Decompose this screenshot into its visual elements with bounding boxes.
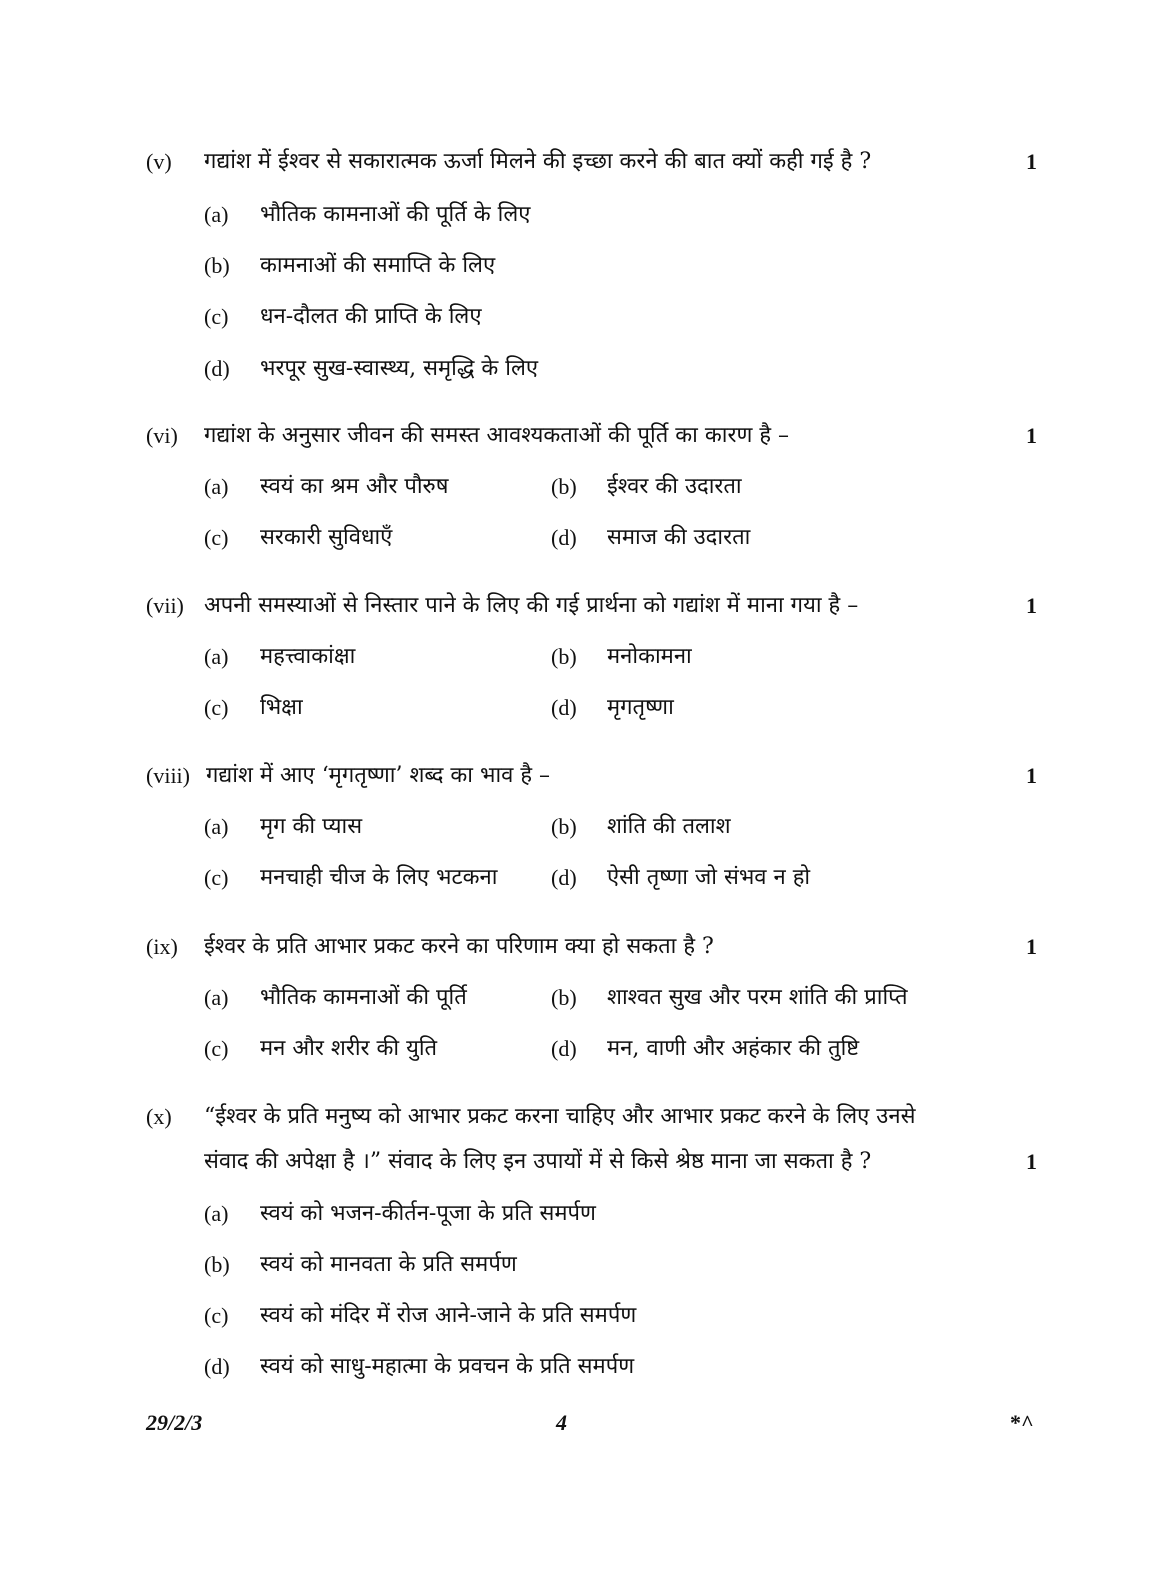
- question-line-2: [0, 1142, 1152, 1182]
- option-label: (c): [204, 525, 229, 550]
- option-text: भौतिक कामनाओं की पूर्ति के लिए: [260, 202, 531, 227]
- paper-code: 29/2/3: [146, 1410, 203, 1435]
- option-text: स्वयं को मंदिर में रोज आने-जाने के प्रति समर्पण: [260, 1303, 637, 1328]
- option-label: (a): [204, 814, 229, 839]
- option-text: ऐसी तृष्णा जो संभव न हो: [607, 865, 811, 890]
- question-text: गद्यांश में आए ‘मृगतृष्णा’ शब्द का भाव है –: [206, 763, 551, 788]
- option-text: महत्त्वाकांक्षा: [260, 644, 356, 669]
- question-line: [0, 586, 1152, 626]
- question-text: गद्यांश के अनुसार जीवन की समस्त आवश्यकताओं की पूर्ति का कारण है –: [204, 423, 790, 448]
- question-line: [0, 416, 1152, 456]
- option-label: (a): [204, 474, 229, 499]
- question-line: [0, 756, 1152, 796]
- question-marks: 1: [1026, 1149, 1037, 1174]
- question-line: [0, 1097, 1152, 1137]
- question-number: (x): [146, 1104, 172, 1129]
- option-label: (b): [551, 474, 577, 499]
- option-label: (b): [551, 644, 577, 669]
- question-number: (ix): [146, 934, 178, 959]
- option-label: (b): [204, 1252, 230, 1277]
- question-number: (vii): [146, 593, 184, 618]
- option-text: मनचाही चीज के लिए भटकना: [260, 865, 498, 890]
- option-text: भरपूर सुख-स्वास्थ्य, समृद्धि के लिए: [260, 356, 539, 381]
- option-label: (a): [204, 644, 229, 669]
- option-text: मृगतृष्णा: [607, 695, 674, 720]
- option-label: (c): [204, 1036, 229, 1061]
- option-text: सरकारी सुविधाएँ: [260, 525, 393, 550]
- option-text: भिक्षा: [260, 695, 303, 720]
- option-text: शाश्वत सुख और परम शांति की प्राप्ति: [607, 985, 908, 1010]
- option-label: (d): [204, 356, 230, 381]
- question-number: (v): [146, 149, 172, 174]
- option-text: कामनाओं की समाप्ति के लिए: [260, 253, 496, 278]
- option-text: समाज की उदारता: [607, 525, 751, 550]
- option-label: (c): [204, 865, 229, 890]
- option-label: (a): [204, 202, 229, 227]
- option-text: मन और शरीर की युति: [260, 1036, 438, 1061]
- option-label: (d): [551, 865, 577, 890]
- question-text: अपनी समस्याओं से निस्तार पाने के लिए की गई प्रार्थना को गद्यांश में माना गया है –: [204, 593, 859, 618]
- question-text-line-2: संवाद की अपेक्षा है ।” संवाद के लिए इन उपायों में से किसे श्रेष्ठ माना जा सकता है ?: [204, 1149, 872, 1174]
- option-text: शांति की तलाश: [607, 814, 731, 839]
- option-text: मृग की प्यास: [260, 814, 363, 839]
- question-number: (viii): [146, 763, 190, 788]
- option-label: (d): [204, 1354, 230, 1379]
- option-text: ईश्वर की उदारता: [607, 474, 742, 499]
- option-label: (c): [204, 1303, 229, 1328]
- option-label: (b): [204, 253, 230, 278]
- option-text: स्वयं को भजन-कीर्तन-पूजा के प्रति समर्पण: [260, 1201, 596, 1226]
- option-label: (c): [204, 695, 229, 720]
- question-marks: 1: [1026, 423, 1037, 448]
- page-number: 4: [556, 1410, 567, 1435]
- question-marks: 1: [1026, 593, 1037, 618]
- option-label: (b): [551, 814, 577, 839]
- option-label: (d): [551, 1036, 577, 1061]
- question-line: [0, 927, 1152, 967]
- option-text: स्वयं का श्रम और पौरुष: [260, 474, 449, 499]
- option-text: भौतिक कामनाओं की पूर्ति: [260, 985, 467, 1010]
- question-marks: 1: [1026, 149, 1037, 174]
- option-text: मनोकामना: [607, 644, 692, 669]
- question-text-line-1: “ईश्वर के प्रति मनुष्य को आभार प्रकट करना चाहिए और आभार प्रकट करने के लिए उनसे: [204, 1104, 916, 1129]
- option-text: धन-दौलत की प्राप्ति के लिए: [260, 304, 482, 329]
- option-label: (a): [204, 985, 229, 1010]
- question-marks: 1: [1026, 763, 1037, 788]
- question-text: गद्यांश में ईश्वर से सकारात्मक ऊर्जा मिलने की इच्छा करने की बात क्यों कही गई है ?: [204, 149, 872, 174]
- question-marks: 1: [1026, 934, 1037, 959]
- question-number: (vi): [146, 423, 178, 448]
- option-text: मन, वाणी और अहंकार की तुष्टि: [607, 1036, 860, 1061]
- option-text: स्वयं को मानवता के प्रति समर्पण: [260, 1252, 517, 1277]
- question-text: ईश्वर के प्रति आभार प्रकट करने का परिणाम क्या हो सकता है ?: [204, 934, 714, 959]
- question-line: [0, 142, 1152, 182]
- option-text: स्वयं को साधु-महात्मा के प्रवचन के प्रति समर्पण: [260, 1354, 635, 1379]
- footer-mark: *^: [1010, 1410, 1034, 1435]
- option-label: (d): [551, 525, 577, 550]
- option-label: (a): [204, 1201, 229, 1226]
- option-label: (b): [551, 985, 577, 1010]
- option-label: (d): [551, 695, 577, 720]
- option-label: (c): [204, 304, 229, 329]
